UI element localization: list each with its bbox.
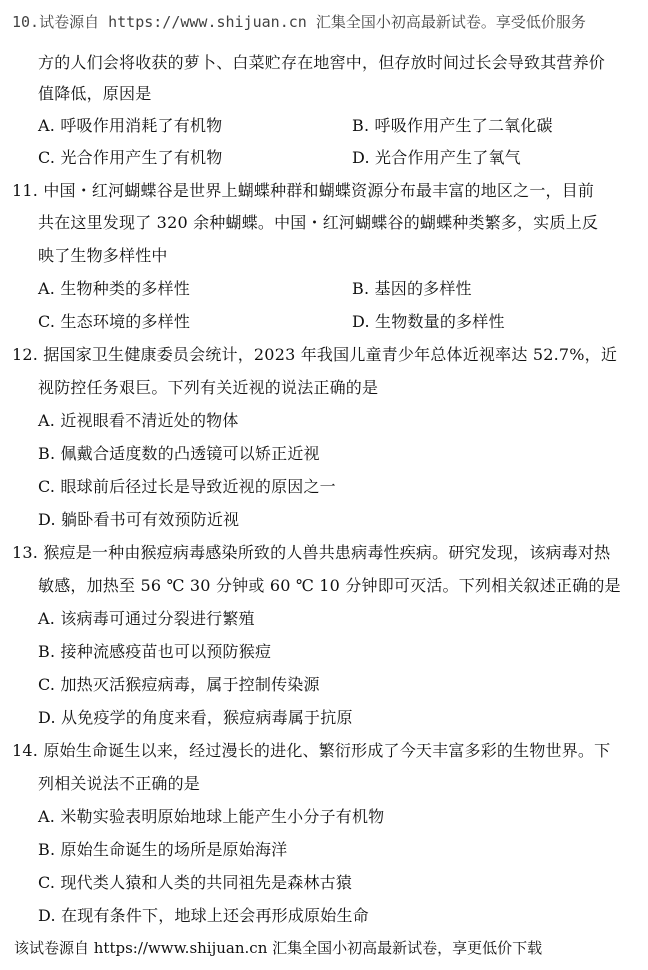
q13-line2: 敏感，加热至 56 ℃ 30 分钟或 60 ℃ 10 分钟即可灭活。下列相关叙述正确的是 <box>38 576 621 595</box>
q14-option-a: A. 米勒实验表明原始地球上能产生小分子有机物 <box>38 807 385 826</box>
q13-line1: 13. 猴痘是一种由猴痘病毒感染所致的人兽共患病毒性疾病。研究发现，该病毒对热 <box>12 543 611 562</box>
q11-option-c: C. 生态环境的多样性 <box>38 312 191 331</box>
q10-option-b: B. 呼吸作用产生了二氧化碳 <box>352 116 553 135</box>
q11-option-d: D. 生物数量的多样性 <box>352 312 505 331</box>
q13-option-a: A. 该病毒可通过分裂进行繁殖 <box>38 609 255 628</box>
q13-option-b: B. 接种流感疫苗也可以预防猴痘 <box>38 642 272 661</box>
q10-option-a: A. 呼吸作用消耗了有机物 <box>38 116 223 135</box>
q14-option-c: C. 现代类人猿和人类的共同祖先是森林古猿 <box>38 873 353 892</box>
watermark-top: 10.试卷源自 https://www.shijuan.cn 汇集全国小初高最新试卷。享受低价服务 <box>12 13 586 31</box>
q12-line1: 12. 据国家卫生健康委员会统计，2023 年我国儿童青少年总体近视率达 52.7%，近 <box>12 345 618 364</box>
q11-line3: 映了生物多样性中 <box>38 246 168 265</box>
q11-option-a: A. 生物种类的多样性 <box>38 279 190 298</box>
q12-option-d: D. 躺卧看书可有效预防近视 <box>38 510 240 529</box>
q11-option-b: B. 基因的多样性 <box>352 279 472 298</box>
q12-option-c: C. 眼球前后径过长是导致近视的原因之一 <box>38 477 336 496</box>
q14-option-b: B. 原始生命诞生的场所是原始海洋 <box>38 840 288 859</box>
q14-line1: 14. 原始生命诞生以来，经过漫长的进化、繁衍形成了今天丰富多彩的生物世界。下 <box>12 741 611 760</box>
q13-option-d: D. 从免疫学的角度来看，猴痘病毒属于抗原 <box>38 708 353 727</box>
q14-option-d: D. 在现有条件下，地球上还会再形成原始生命 <box>38 906 369 925</box>
q12-option-b: B. 佩戴合适度数的凸透镜可以矫正近视 <box>38 444 320 463</box>
footer-watermark: 该试卷源自 https://www.shijuan.cn 汇集全国小初高最新试卷，享更低价下载 <box>14 939 543 957</box>
q11-line2: 共在这里发现了 320 余种蝴蝶。中国・红河蝴蝶谷的蝴蝶种类繁多，实质上反 <box>38 213 599 232</box>
q11-line1: 11. 中国・红河蝴蝶谷是世界上蝴蝶种群和蝴蝶资源分布最丰富的地区之一，目前 <box>12 181 595 200</box>
q10-line3: 值降低，原因是 <box>38 84 152 103</box>
q13-option-c: C. 加热灭活猴痘病毒，属于控制传染源 <box>38 675 320 694</box>
q10-option-c: C. 光合作用产生了有机物 <box>38 148 223 167</box>
q10-option-d: D. 光合作用产生了氧气 <box>352 148 521 167</box>
q12-line2: 视防控任务艰巨。下列有关近视的说法正确的是 <box>38 378 379 397</box>
q12-option-a: A. 近视眼看不清近处的物体 <box>38 411 239 430</box>
q14-line2: 列相关说法不正确的是 <box>38 774 201 793</box>
q10-line2: 方的人们会将收获的萝卜、白菜贮存在地窖中，但存放时间过长会导致其营养价 <box>38 53 606 72</box>
